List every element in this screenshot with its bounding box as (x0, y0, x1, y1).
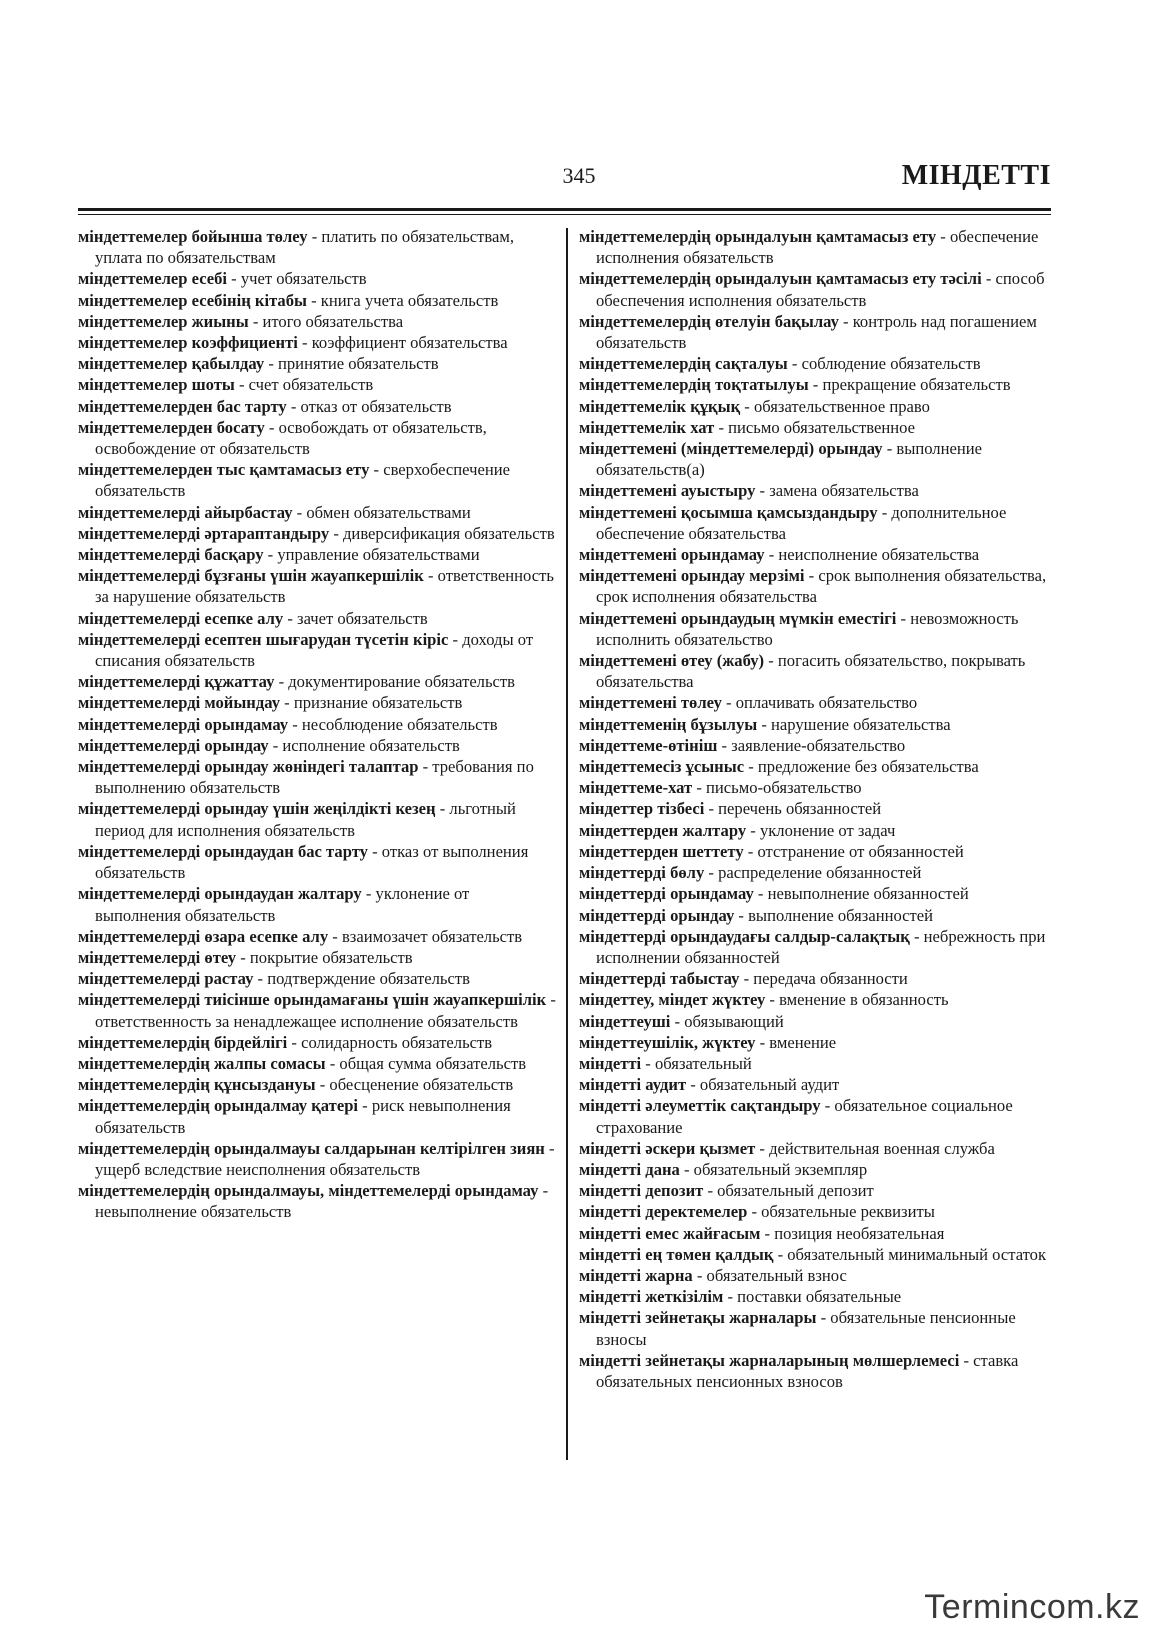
dictionary-entry (579, 1307, 1057, 1349)
dictionary-entry (579, 714, 1057, 735)
entry-term: міндеттер тізбесі (579, 799, 705, 819)
dictionary-entry (78, 374, 556, 395)
dictionary-entry (579, 1138, 1057, 1159)
entry-translation: - выполнение обязанностей (734, 905, 934, 925)
entry-translation: - исполнение обязательств (268, 735, 460, 755)
entry-translation: - вменение (755, 1032, 837, 1052)
dictionary-entry (579, 798, 1057, 819)
entry-term: міндеттемелердің орындалмауы, міндеттемелерді орындамау (78, 1181, 539, 1201)
dictionary-entry (579, 1053, 1057, 1074)
dictionary-entry (78, 883, 556, 925)
dictionary-entry (579, 1011, 1057, 1032)
entry-term: міндеттемелік хат (579, 417, 715, 437)
dictionary-entry (579, 905, 1057, 926)
dictionary-entry (78, 1053, 556, 1074)
entry-translation: - принятие обязательств (264, 354, 439, 374)
entry-translation: - покрытие обязательств (236, 947, 413, 967)
dictionary-entry (579, 1180, 1057, 1201)
entry-translation: - отказ от обязательств (286, 396, 452, 416)
entry-term: міндеттемелерді есепке алу (78, 608, 284, 628)
entry-translation: - невыполнение обязанностей (753, 884, 969, 904)
entry-translation: - действительная военная служба (755, 1138, 995, 1158)
entry-term: міндеттемесіз ұсыныс (579, 757, 745, 777)
header-rule-thin (78, 214, 1051, 215)
entry-term: міндеттеме-өтініш (579, 735, 718, 755)
entry-term: міндеттемелер коэффициенті (78, 333, 298, 353)
entry-term: міндеттемелерді орындаудан жалтару (78, 884, 362, 904)
entry-translation: - платить по обязательствам, уплата по обязательствам (95, 227, 515, 268)
entry-term: міндеттемелерді растау (78, 969, 254, 989)
entry-translation: - передача обязанности (739, 969, 908, 989)
dictionary-entry (78, 1180, 556, 1222)
dictionary-entry (78, 1032, 556, 1053)
dictionary-entry (579, 1159, 1057, 1180)
entry-term: міндеттемелерді құжаттау (78, 672, 275, 692)
entry-term: міндеттерді бөлу (579, 863, 705, 883)
entry-translation: - книга учета обязательств (306, 290, 499, 310)
entry-term: міндеттемелер есебі (78, 269, 228, 289)
entry-translation: - выполнение обязательств(а) (596, 439, 982, 480)
dictionary-entry (579, 1265, 1057, 1286)
entry-translation: - коэффициент обязательства (297, 333, 508, 353)
entry-translation: - невыполнение обязательств (95, 1181, 549, 1222)
entry-translation: - заявление-обязательство (717, 735, 906, 755)
entry-term: міндеттемелерді бұзғаны үшін жауапкершілік (78, 566, 424, 586)
dictionary-entry (579, 692, 1057, 713)
entry-translation: - отстранение от обязанностей (743, 841, 964, 861)
entry-translation: - неисполнение обязательства (764, 545, 980, 565)
dictionary-entry (579, 841, 1057, 862)
entry-translation: - обязательный экземпляр (679, 1159, 868, 1179)
entry-term: міндеттеме-хат (579, 778, 693, 798)
entry-term: міндеттерді орындамау (579, 884, 754, 904)
entry-term: міндеттемелерді мойындау (78, 693, 281, 713)
entry-translation: - сверхобеспечение обязательств (95, 460, 510, 501)
dictionary-entry (579, 1201, 1057, 1222)
dictionary-entry (78, 629, 556, 671)
dictionary-entry (78, 968, 556, 989)
dictionary-entry (579, 226, 1057, 268)
entry-translation: - ответственность за ненадлежащее исполнение обязательств (95, 990, 556, 1031)
entry-term: міндеттемелердің орындалмауы салдарынан келтірілген зиян (78, 1138, 545, 1158)
dictionary-entry (78, 608, 556, 629)
dictionary-entry (78, 947, 556, 968)
entry-term: міндеттемелердің сақталуы (579, 354, 788, 374)
entry-translation: - погасить обязательство, покрывать обязательства (596, 651, 1026, 692)
entry-term: міндеттемелердің құнсыздануы (78, 1075, 316, 1095)
entry-term: міндеттемені ауыстыру (579, 481, 756, 501)
dictionary-entry (579, 438, 1057, 480)
entry-term: міндеттемелер есебінің кітабы (78, 290, 307, 310)
entry-term: міндеттемелердің орындалуын қамтамасыз ету (579, 227, 937, 246)
entry-translation: - предложение без обязательства (744, 757, 979, 777)
entry-term: міндеттерден шеттету (579, 841, 744, 861)
entry-translation: - отказ от выполнения обязательств (95, 841, 529, 883)
dictionary-entry (78, 798, 556, 840)
dictionary-entry (579, 417, 1057, 438)
dictionary-entry (579, 862, 1057, 883)
dictionary-entry (78, 544, 556, 565)
entry-term: міндеттемелердің бірдейлігі (78, 1032, 288, 1052)
dictionary-entry (78, 417, 556, 459)
entry-translation: - обязывающий (670, 1011, 784, 1031)
entry-translation: - обязательное социальное страхование (596, 1096, 1013, 1137)
dictionary-entry (579, 968, 1057, 989)
dictionary-entry (78, 332, 556, 353)
site-logo: Termincom.kz (924, 1588, 1140, 1626)
entry-translation: - доходы от списания обязательств (95, 629, 534, 671)
entry-term: міндетті әлеуметтік сақтандыру (579, 1096, 821, 1116)
entry-term: міндеттемені орындау мерзімі (579, 566, 805, 586)
entry-term: міндеттемелерді өзара есепке алу (78, 926, 329, 946)
entry-term: міндетті емес жайғасым (579, 1223, 761, 1243)
dictionary-entry (78, 989, 556, 1031)
entry-term: міндетті деректемелер (579, 1202, 748, 1222)
dictionary-entry (579, 777, 1057, 798)
entry-term: міндетті жарна (579, 1265, 693, 1285)
dictionary-entry (78, 396, 556, 417)
entry-translation: - обязательные реквизиты (747, 1202, 935, 1222)
entry-translation: - управление обязательствами (263, 545, 480, 565)
entry-term: міндеттемелердің тоқтатылуы (579, 375, 809, 395)
entry-term: міндеттемелік құқық (579, 396, 741, 416)
entry-term: міндеттемелерді өтеу (78, 947, 237, 967)
dictionary-entry (78, 671, 556, 692)
entry-term: міндеттемелерді басқару (78, 545, 264, 565)
dictionary-entry (78, 290, 556, 311)
right-column (579, 226, 1057, 1392)
dictionary-entry (78, 353, 556, 374)
dictionary-entry (579, 820, 1057, 841)
dictionary-entry (579, 926, 1057, 968)
entry-translation: - несоблюдение обязательств (288, 714, 498, 734)
dictionary-entry (579, 1074, 1057, 1095)
page-number: 345 (562, 163, 596, 188)
dictionary-entry (579, 989, 1057, 1010)
entry-term: міндеттемелердің өтелуін бақылау (579, 311, 839, 331)
dictionary-entry (579, 608, 1057, 650)
entry-translation: - риск невыполнения обязательств (95, 1096, 511, 1137)
entry-translation: - оплачивать обязательство (721, 693, 918, 713)
dictionary-entry (78, 502, 556, 523)
entry-translation: - льготный период для исполнения обязательств (95, 799, 516, 840)
entry-term: міндеттемелерді әртараптандыру (78, 523, 330, 543)
dictionary-entry (78, 841, 556, 883)
entry-translation: - итого обязательства (248, 311, 404, 331)
header-rule-thick (78, 208, 1051, 211)
entry-translation: - учет обязательств (227, 269, 367, 289)
entry-translation: - невозможность исполнить обязательство (596, 608, 1019, 649)
entry-translation: - перечень обязанностей (704, 799, 882, 819)
entry-term: міндеттемелердің орындалуын қамтамасыз ету тәсілі (579, 269, 982, 289)
dictionary-entry (78, 1138, 556, 1180)
dictionary-entry (579, 1095, 1057, 1137)
entry-term: міндетті дана (579, 1159, 680, 1179)
dictionary-entry (579, 480, 1057, 501)
dictionary-entry (78, 459, 556, 501)
entry-translation: - обязательный аудит (686, 1075, 840, 1095)
entry-translation: - срок выполнения обязательства, срок исполнения обязательства (596, 566, 1047, 607)
entry-term: міндетті ең төмен қалдық (579, 1244, 774, 1264)
dictionary-entry (579, 374, 1057, 395)
entry-translation: - освобождать от обязательств, освобождение от обязательств (95, 417, 487, 459)
entry-term: міндеттемелерді есептен шығарудан түсетін кіріс (78, 629, 449, 649)
dictionary-entry (579, 311, 1057, 353)
dictionary-entry (579, 735, 1057, 756)
dictionary-entry (579, 883, 1057, 904)
entry-translation: - обязательный минимальный остаток (773, 1244, 1047, 1264)
dictionary-entry (78, 268, 556, 289)
entry-translation: - ставка обязательных пенсионных взносов (596, 1350, 1019, 1391)
entry-translation: - обязательственное право (740, 396, 930, 416)
entry-term: міндеттерді орындаудағы салдыр-салақтық (579, 926, 910, 946)
entry-term: міндетті депозит (579, 1181, 704, 1201)
dictionary-entry (579, 544, 1057, 565)
entry-term: міндеттемелерден бас тарту (78, 396, 287, 416)
entry-term: міндеттемелерді орындау үшін жеңілдікті кезең (78, 799, 436, 819)
dictionary-entry (579, 650, 1057, 692)
entry-translation: - взаимозачет обязательств (328, 926, 523, 946)
entry-translation: - контроль над погашением обязательств (596, 311, 1037, 353)
dictionary-entry (579, 1223, 1057, 1244)
entry-term: міндеттемелерден босату (78, 417, 265, 437)
entry-term: міндетті жеткізілім (579, 1287, 724, 1307)
entry-term: міндеттемені орындамау (579, 545, 765, 565)
left-column (78, 226, 556, 1223)
entry-term: міндеттерді орындау (579, 905, 735, 925)
entry-term: міндеттемелерді орындау (78, 735, 269, 755)
dictionary-entry (78, 714, 556, 735)
dictionary-entry (579, 1032, 1057, 1053)
entry-term: міндеттеушілік, жүктеу (579, 1032, 756, 1052)
entry-term: міндеттемелердің жалпы сомасы (78, 1053, 326, 1073)
entry-term: міндетті аудит (579, 1075, 687, 1095)
entry-translation: - общая сумма обязательств (325, 1053, 527, 1073)
entry-translation: - документирование обязательств (274, 672, 515, 692)
entry-term: міндеттеу, міндет жүктеу (579, 990, 766, 1010)
entry-term: міндеттемелерді айырбастау (78, 502, 293, 522)
entry-translation: - обязательный взнос (692, 1265, 847, 1285)
dictionary-entry (78, 523, 556, 544)
entry-term: міндеттемені өтеу (жабу) (579, 651, 765, 671)
entry-translation: - обмен обязательствами (292, 502, 471, 522)
entry-translation: - обязательный (641, 1053, 752, 1073)
entry-term: міндеттемелерді тиісінше орындамағаны үшін жауапкершілік (78, 990, 547, 1010)
entry-term: міндеттемені қосымша қамсыздандыру (579, 502, 878, 522)
entry-term: міндеттемені (міндеттемелерді) орындау (579, 439, 883, 459)
entry-term: міндеттемелерді орындау жөніндегі талаптар (78, 757, 419, 777)
entry-translation: - обязательный депозит (703, 1181, 874, 1201)
dictionary-entry (78, 1095, 556, 1137)
entry-translation: - нарушение обязательства (757, 714, 951, 734)
entry-translation: - ответственность за нарушение обязательств (95, 566, 554, 607)
entry-term: міндетті (579, 1053, 642, 1073)
entry-translation: - уклонение от задач (746, 820, 896, 840)
dictionary-entry (579, 353, 1057, 374)
entry-term: міндеттемелер жиыны (78, 311, 249, 331)
dictionary-entry (579, 396, 1057, 417)
dictionary-entry (579, 268, 1057, 310)
entry-term: міндетті зейнетақы жарналарының мөлшерлемесі (579, 1350, 960, 1370)
entry-translation: - небрежность при исполнении обязанностей (596, 926, 1046, 967)
entry-term: міндеттемелер шоты (78, 375, 235, 395)
entry-translation: - обязательные пенсионные взносы (596, 1308, 1016, 1349)
entry-translation: - признание обязательств (280, 693, 463, 713)
entry-translation: - дополнительное обеспечение обязательства (596, 502, 1007, 543)
dictionary-entry (78, 311, 556, 332)
dictionary-entry (579, 1244, 1057, 1265)
entry-translation: - замена обязательства (755, 481, 919, 501)
entry-translation: - обеспечение исполнения обязательств (596, 227, 1039, 268)
entry-term: міндеттемелерді орындамау (78, 714, 289, 734)
entry-translation: - зачет обязательств (283, 608, 428, 628)
entry-term: міндетті әскери қызмет (579, 1138, 756, 1158)
entry-term: міндеттемелерден тыс қамтамасыз ету (78, 460, 370, 480)
entry-translation: - солидарность обязательств (287, 1032, 493, 1052)
dictionary-entry (579, 502, 1057, 544)
entry-term: міндеттеуші (579, 1011, 671, 1031)
entry-translation: - ущерб вследствие неисполнения обязательств (95, 1138, 555, 1179)
entry-translation: - поставки обязательные (723, 1287, 902, 1307)
entry-term: міндеттемелер бойынша төлеу (78, 227, 308, 246)
entry-translation: - требования по выполнению обязательств (95, 757, 534, 798)
entry-translation: - подтверждение обязательств (253, 969, 470, 989)
dictionary-entry (78, 756, 556, 798)
entry-translation: - соблюдение обязательств (787, 354, 981, 374)
entry-term: міндеттеменің бұзылуы (579, 714, 758, 734)
entry-translation: - диверсификация обязательств (329, 523, 555, 543)
dictionary-entry (579, 756, 1057, 777)
dictionary-entry (579, 565, 1057, 607)
entry-term: міндеттемені орындаудың мүмкін еместігі (579, 608, 897, 628)
entry-translation: - обесценение обязательств (315, 1075, 514, 1095)
dictionary-entry (78, 926, 556, 947)
entry-translation: - вменение в обязанность (765, 990, 949, 1010)
entry-translation: - способ обеспечения исполнения обязательств (596, 269, 1045, 310)
entry-translation: - письмо обязательственное (714, 417, 916, 437)
dictionary-entry (78, 565, 556, 607)
entry-translation: - прекращение обязательств (808, 375, 1011, 395)
entry-term: міндеттерден жалтару (579, 820, 747, 840)
entry-term: міндеттемені төлеу (579, 693, 722, 713)
entry-translation: - распределение обязанностей (704, 863, 922, 883)
dictionary-entry (78, 735, 556, 756)
entry-translation: - позиция необязательная (760, 1223, 945, 1243)
running-head: МІНДЕТТІ (901, 160, 1051, 191)
column-divider (566, 228, 568, 1460)
entry-term: міндетті зейнетақы жарналары (579, 1308, 817, 1328)
dictionary-entry (579, 1286, 1057, 1307)
dictionary-entry (579, 1350, 1057, 1392)
entry-term: міндеттемелердің орындалмау қатері (78, 1096, 359, 1116)
entry-term: міндеттемелер қабылдау (78, 354, 265, 374)
entry-term: міндеттемелерді орындаудан бас тарту (78, 841, 368, 861)
entry-translation: - уклонение от выполнения обязательств (95, 884, 470, 925)
dictionary-entry (78, 1074, 556, 1095)
dictionary-entry (78, 692, 556, 713)
entry-translation: - письмо-обязательство (692, 778, 862, 798)
entry-translation: - счет обязательств (234, 375, 374, 395)
dictionary-entry (78, 226, 556, 268)
entry-term: міндеттерді табыстау (579, 969, 740, 989)
